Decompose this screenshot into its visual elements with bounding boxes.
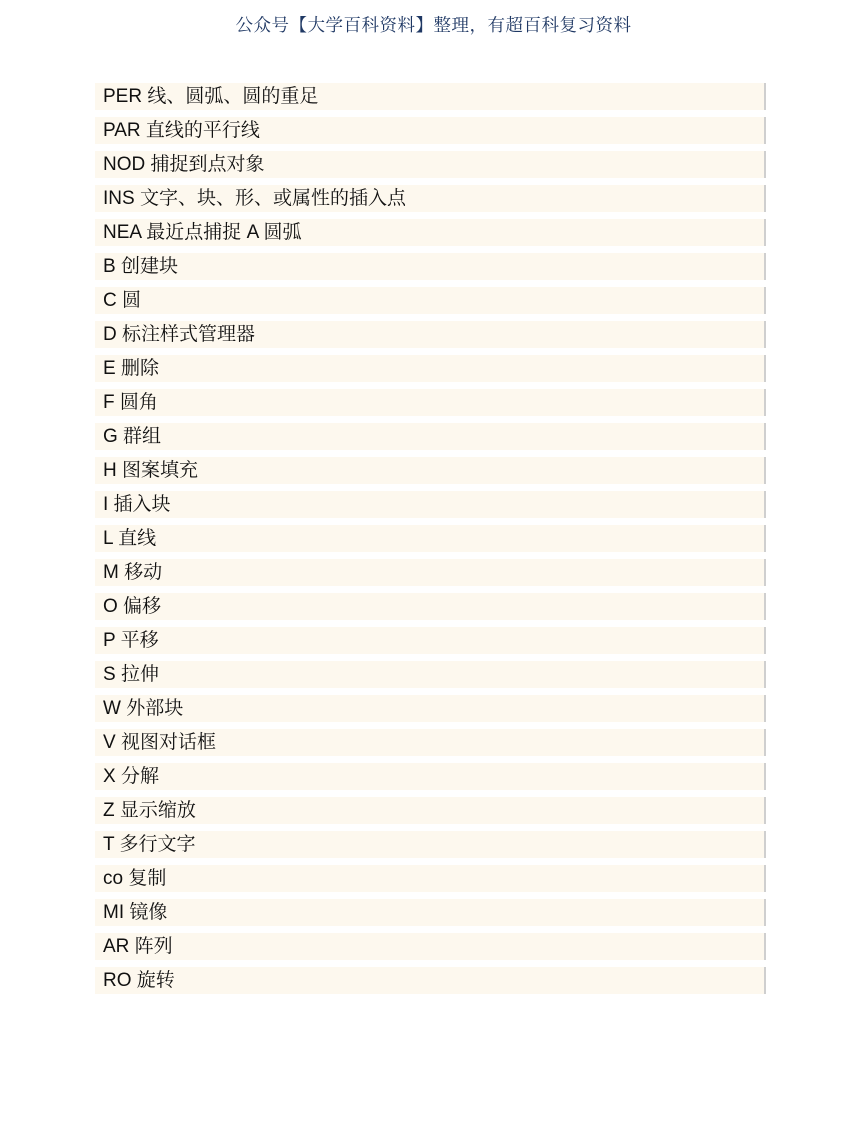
- list-item: G 群组: [95, 423, 766, 450]
- list-item: NEA 最近点捕捉 A 圆弧: [95, 219, 766, 246]
- list-item: V 视图对话框: [95, 729, 766, 756]
- list-item: T 多行文字: [95, 831, 766, 858]
- list-item: INS 文字、块、形、或属性的插入点: [95, 185, 766, 212]
- list-item: Z 显示缩放: [95, 797, 766, 824]
- list-item: D 标注样式管理器: [95, 321, 766, 348]
- list-item: AR 阵列: [95, 933, 766, 960]
- list-item: E 删除: [95, 355, 766, 382]
- list-item: MI 镜像: [95, 899, 766, 926]
- list-item: X 分解: [95, 763, 766, 790]
- list-item: co 复制: [95, 865, 766, 892]
- list-item: S 拉伸: [95, 661, 766, 688]
- list-item: B 创建块: [95, 253, 766, 280]
- list-item: F 圆角: [95, 389, 766, 416]
- list-item: RO 旋转: [95, 967, 766, 994]
- page-header-title: 公众号【大学百科资料】整理，有超百科复习资料: [235, 15, 632, 35]
- list-item: L 直线: [95, 525, 766, 552]
- shortcut-list: [95, 83, 766, 1001]
- list-item: PER 线、圆弧、圆的重足: [95, 83, 766, 110]
- list-item: P 平移: [95, 627, 766, 654]
- list-item: H 图案填充: [95, 457, 766, 484]
- list-item: NOD 捕捉到点对象: [95, 151, 766, 178]
- list-item: I 插入块: [95, 491, 766, 518]
- list-item: W 外部块: [95, 695, 766, 722]
- list-item: M 移动: [95, 559, 766, 586]
- list-item: O 偏移: [95, 593, 766, 620]
- list-item: PAR 直线的平行线: [95, 117, 766, 144]
- list-item: C 圆: [95, 287, 766, 314]
